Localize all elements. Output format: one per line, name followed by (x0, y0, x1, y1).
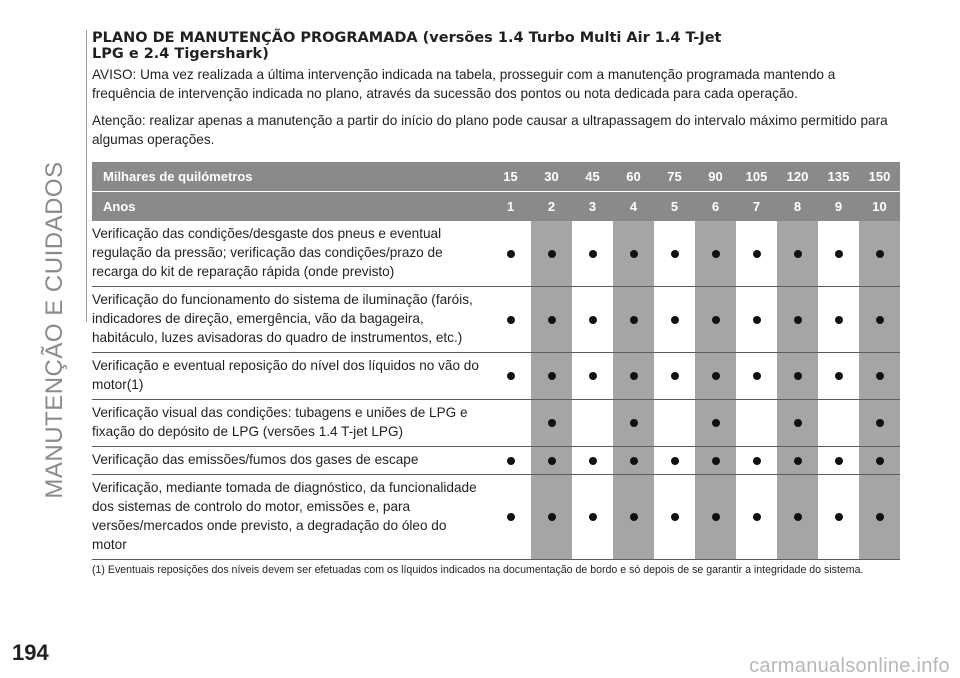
table-row (92, 447, 900, 475)
check-dot-icon (589, 250, 597, 258)
section-side-title: MANUTENÇÃO E CUIDADOS (41, 161, 68, 499)
check-dot-icon (548, 419, 556, 427)
footnote: (1) Eventuais reposições dos níveis devem ser efetuadas com os líquidos indicados na documentação de bordo e só depois de se garantir a integridade do sistema. (92, 564, 864, 576)
interval-cell (695, 400, 736, 447)
interval-cell (777, 287, 818, 353)
interval-cell (818, 287, 859, 353)
check-dot-icon (630, 419, 638, 427)
header-year-value: 1 (490, 192, 531, 222)
check-dot-icon (507, 457, 515, 465)
interval-cell (736, 221, 777, 287)
operation-label: Verificação visual das condições: tubagens e uniões de LPG e fixação do depósito de LPG (versões 1.4 T-jet LPG) (92, 400, 490, 447)
check-dot-icon (630, 372, 638, 380)
interval-cell (613, 353, 654, 400)
check-dot-icon (712, 419, 720, 427)
interval-cell (490, 353, 531, 400)
interval-cell (613, 221, 654, 287)
check-dot-icon (630, 316, 638, 324)
interval-cell (818, 400, 859, 447)
check-dot-icon (753, 316, 761, 324)
header-km-value: 150 (859, 162, 900, 192)
interval-cell (818, 447, 859, 475)
interval-cell (490, 287, 531, 353)
interval-cell (572, 447, 613, 475)
check-dot-icon (671, 457, 679, 465)
check-dot-icon (835, 372, 843, 380)
operation-label: Verificação e eventual reposição do nível dos líquidos no vão do motor(1) (92, 353, 490, 400)
check-dot-icon (712, 513, 720, 521)
header-row-years (92, 192, 900, 222)
check-dot-icon (876, 316, 884, 324)
interval-cell (736, 353, 777, 400)
interval-cell (859, 353, 900, 400)
watermark: carmanualsonline.info (749, 655, 950, 677)
check-dot-icon (671, 250, 679, 258)
check-dot-icon (876, 372, 884, 380)
page-heading (92, 31, 900, 62)
interval-cell (777, 221, 818, 287)
interval-cell (613, 400, 654, 447)
table-row (92, 475, 900, 560)
header-year-value: 2 (531, 192, 572, 222)
check-dot-icon (835, 457, 843, 465)
interval-cell (777, 400, 818, 447)
header-km-value: 105 (736, 162, 777, 192)
interval-cell (736, 475, 777, 560)
check-dot-icon (548, 457, 556, 465)
table-row (92, 221, 900, 287)
check-dot-icon (712, 250, 720, 258)
check-dot-icon (753, 513, 761, 521)
check-dot-icon (794, 457, 802, 465)
check-dot-icon (589, 513, 597, 521)
interval-cell (613, 447, 654, 475)
interval-cell (695, 353, 736, 400)
attention-paragraph: Atenção: realizar apenas a manutenção a partir do início do plano pode causar a ultrapassagem do intervalo máximo permitido para algumas operações. (92, 113, 888, 147)
operation-label: Verificação das condições/desgaste dos pneus e eventual regulação da pressão; verificação das condições/prazo de recarga do kit de reparação rápida (onde previsto) (92, 221, 490, 287)
check-dot-icon (507, 250, 515, 258)
interval-cell (531, 475, 572, 560)
check-dot-icon (794, 250, 802, 258)
interval-cell (736, 447, 777, 475)
check-dot-icon (876, 457, 884, 465)
interval-cell (859, 447, 900, 475)
interval-cell (818, 221, 859, 287)
interval-cell (736, 400, 777, 447)
interval-cell (654, 221, 695, 287)
interval-cell (613, 475, 654, 560)
interval-cell (613, 287, 654, 353)
interval-cell (531, 287, 572, 353)
interval-cell (654, 353, 695, 400)
interval-cell (654, 400, 695, 447)
check-dot-icon (794, 372, 802, 380)
check-dot-icon (507, 316, 515, 324)
interval-cell (572, 400, 613, 447)
interval-cell (777, 475, 818, 560)
interval-cell (736, 287, 777, 353)
check-dot-icon (589, 457, 597, 465)
interval-cell (859, 221, 900, 287)
header-year-value: 4 (613, 192, 654, 222)
table-row (92, 287, 900, 353)
interval-cell (777, 447, 818, 475)
interval-cell (654, 447, 695, 475)
interval-cell (531, 221, 572, 287)
notice-paragraph: AVISO: Uma vez realizada a última intervenção indicada na tabela, prosseguir com a manutenção programada mantendo a frequência de intervenção indicada no plano, através da sucessão dos pontos ou nota dedicada para cada operação. (92, 67, 836, 101)
header-year-value: 3 (572, 192, 613, 222)
interval-cell (695, 221, 736, 287)
interval-cell (490, 221, 531, 287)
check-dot-icon (876, 513, 884, 521)
heading-line-2: LPG e 2.4 Tigershark) (92, 45, 269, 62)
check-dot-icon (671, 316, 679, 324)
header-year-value: 6 (695, 192, 736, 222)
interval-cell (572, 287, 613, 353)
check-dot-icon (548, 250, 556, 258)
interval-cell (818, 475, 859, 560)
check-dot-icon (589, 372, 597, 380)
interval-cell (531, 353, 572, 400)
interval-cell (859, 400, 900, 447)
header-km-value: 30 (531, 162, 572, 192)
header-km-value: 45 (572, 162, 613, 192)
header-year-value: 5 (654, 192, 695, 222)
check-dot-icon (589, 316, 597, 324)
header-year-value: 7 (736, 192, 777, 222)
header-year-value: 10 (859, 192, 900, 222)
check-dot-icon (671, 372, 679, 380)
interval-cell (695, 447, 736, 475)
header-label-years: Anos (92, 192, 490, 222)
header-km-value: 135 (818, 162, 859, 192)
check-dot-icon (548, 513, 556, 521)
check-dot-icon (794, 513, 802, 521)
check-dot-icon (835, 513, 843, 521)
check-dot-icon (507, 513, 515, 521)
interval-cell (531, 447, 572, 475)
check-dot-icon (835, 316, 843, 324)
check-dot-icon (753, 372, 761, 380)
interval-cell (818, 353, 859, 400)
check-dot-icon (630, 250, 638, 258)
header-km-value: 90 (695, 162, 736, 192)
check-dot-icon (876, 419, 884, 427)
check-dot-icon (876, 250, 884, 258)
table-row (92, 353, 900, 400)
header-row-kilometers (92, 162, 900, 192)
interval-cell (695, 287, 736, 353)
check-dot-icon (671, 513, 679, 521)
interval-cell (531, 400, 572, 447)
header-year-value: 9 (818, 192, 859, 222)
side-divider (86, 30, 87, 322)
check-dot-icon (835, 250, 843, 258)
interval-cell (572, 221, 613, 287)
interval-cell (859, 475, 900, 560)
check-dot-icon (712, 372, 720, 380)
interval-cell (654, 475, 695, 560)
interval-cell (572, 353, 613, 400)
heading-line-1: PLANO DE MANUTENÇÃO PROGRAMADA (versões 1.4 Turbo Multi Air 1.4 T-Jet (92, 30, 722, 46)
interval-cell (572, 475, 613, 560)
operation-label: Verificação, mediante tomada de diagnóstico, da funcionalidade dos sistemas de controlo do motor, emissões e, para versões/mercados onde previsto, a degradação do óleo do motor (92, 475, 490, 560)
check-dot-icon (794, 316, 802, 324)
check-dot-icon (753, 250, 761, 258)
check-dot-icon (548, 372, 556, 380)
interval-cell (490, 400, 531, 447)
header-km-value: 75 (654, 162, 695, 192)
header-label-kilometers: Milhares de quilómetros (92, 162, 490, 192)
check-dot-icon (712, 457, 720, 465)
interval-cell (490, 447, 531, 475)
operation-label: Verificação das emissões/fumos dos gases de escape (92, 447, 490, 475)
check-dot-icon (712, 316, 720, 324)
header-km-value: 60 (613, 162, 654, 192)
check-dot-icon (794, 419, 802, 427)
check-dot-icon (507, 372, 515, 380)
header-km-value: 120 (777, 162, 818, 192)
header-km-value: 15 (490, 162, 531, 192)
page-content (92, 31, 900, 577)
interval-cell (777, 353, 818, 400)
page-number: 194 (12, 640, 49, 665)
check-dot-icon (753, 457, 761, 465)
check-dot-icon (630, 457, 638, 465)
table-row (92, 400, 900, 447)
maintenance-table (92, 162, 900, 560)
check-dot-icon (548, 316, 556, 324)
interval-cell (695, 475, 736, 560)
operation-label: Verificação do funcionamento do sistema de iluminação (faróis, indicadores de direção, emergência, vão da bagageira, habitáculo, luzes avisadoras do quadro de instrumentos, etc.) (92, 287, 490, 353)
interval-cell (654, 287, 695, 353)
check-dot-icon (630, 513, 638, 521)
header-year-value: 8 (777, 192, 818, 222)
interval-cell (859, 287, 900, 353)
interval-cell (490, 475, 531, 560)
